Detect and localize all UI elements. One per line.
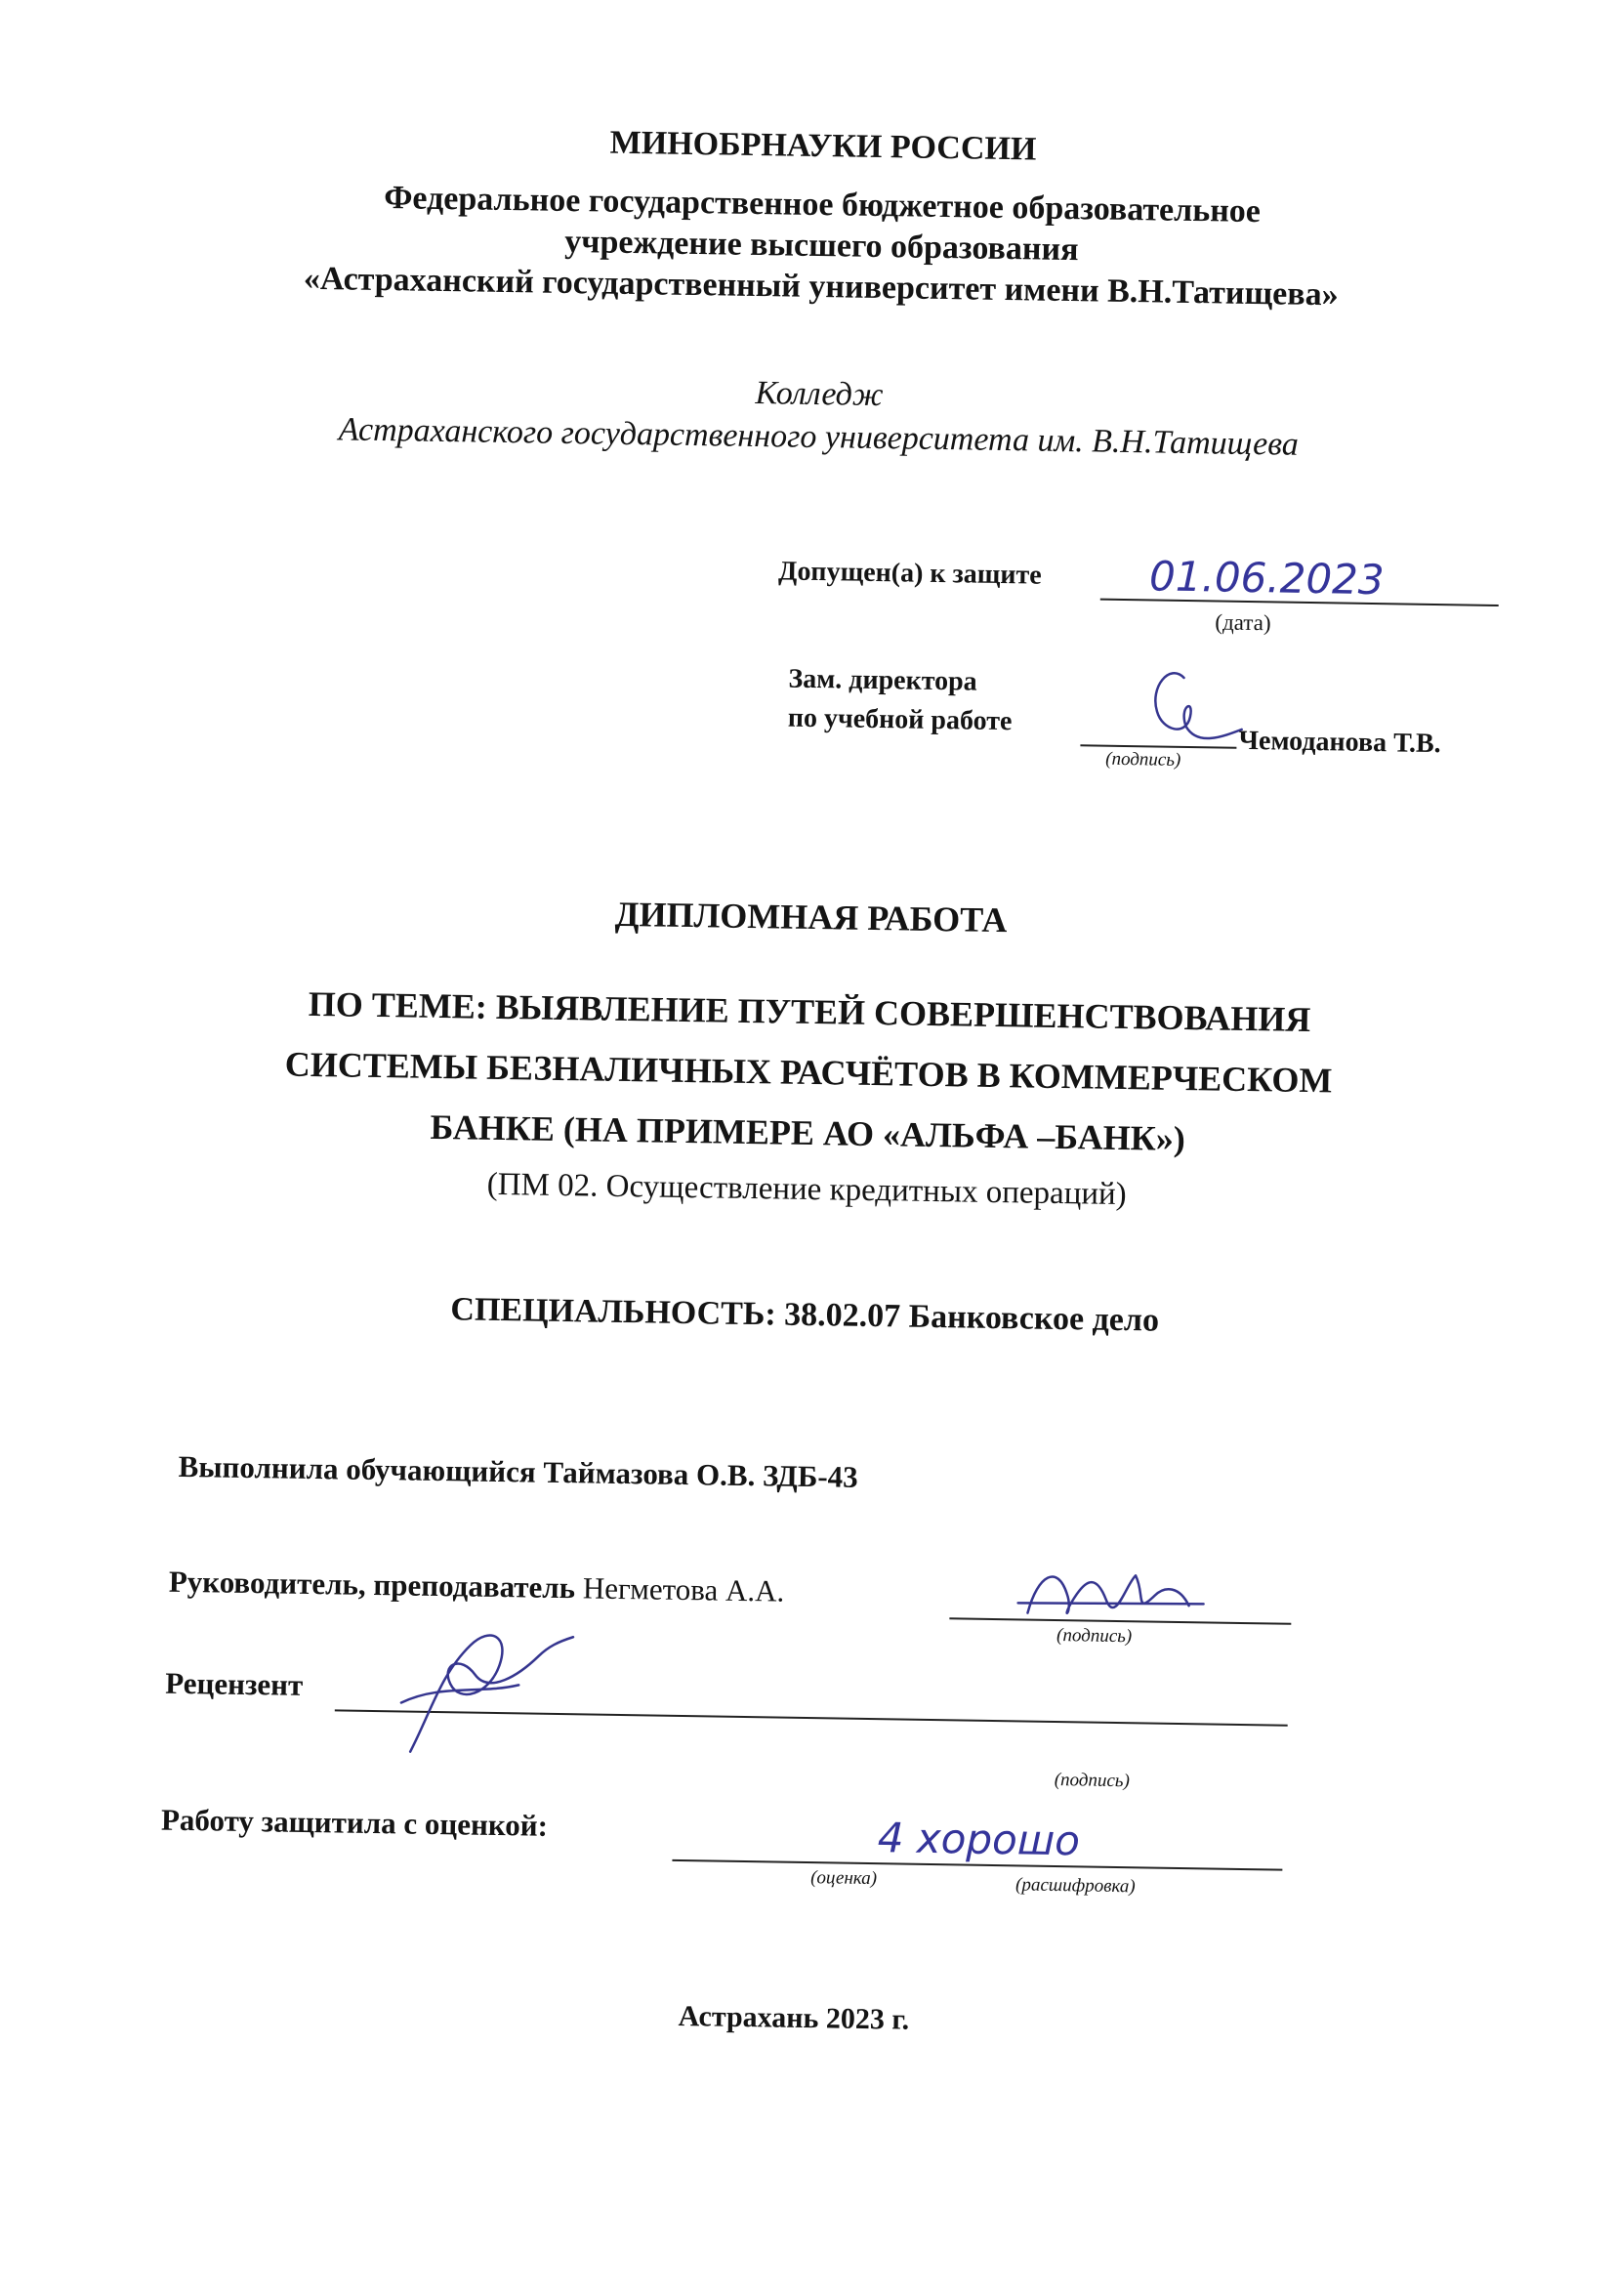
student-line: Выполнила обучающийся Таймазова О.В. ЗДБ-43 <box>178 1448 858 1494</box>
supervisor-name: Негметова А.А. <box>582 1570 785 1608</box>
grade-words-caption: (расшифровка) <box>1015 1874 1136 1898</box>
work-type: ДИПЛОМНАЯ РАБОТА <box>614 894 1008 940</box>
supervisor-signature-caption: (подпись) <box>1056 1625 1133 1648</box>
grade-label: Работу защитила с оценкой: <box>160 1802 549 1843</box>
handwritten-date: 01.06.2023 <box>1148 552 1385 605</box>
theme-line-3: БАНКЕ (НА ПРИМЕРЕ АО «АЛЬФА –БАНК») <box>430 1106 1186 1159</box>
deputy-label-line-2: по учебной работе <box>787 702 1013 737</box>
deputy-name: Чемоданова Т.В. <box>1238 725 1441 760</box>
deputy-label-line-1: Зам. директора <box>788 663 977 697</box>
admission-label: Допущен(а) к защите <box>777 556 1042 591</box>
institution-line-2: учреждение высшего образования <box>564 223 1079 269</box>
city-year: Астрахань 2023 г. <box>678 1999 910 2036</box>
college-subtitle: Астраханского государственного университета им. В.Н.Татищева <box>338 411 1300 463</box>
reviewer-signature-caption: (подпись) <box>1054 1770 1131 1792</box>
supervisor-label: Руководитель, преподаватель <box>168 1564 576 1606</box>
reviewer-signature <box>381 1614 578 1764</box>
university-name: «Астраханский государственный университет имени В.Н.Татищева» <box>303 260 1339 313</box>
supervisor-line <box>169 1565 785 1609</box>
college-title: Колледж <box>755 375 884 414</box>
grade-caption: (оценка) <box>810 1867 878 1890</box>
ministry-title: МИНОБРНАУКИ РОССИИ <box>609 124 1037 168</box>
handwritten-grade: 4 хорошо <box>877 1814 1081 1865</box>
deputy-signature-caption: (подпись) <box>1105 748 1181 771</box>
specialty: СПЕЦИАЛЬНОСТЬ: 38.02.07 Банковское дело <box>450 1291 1160 1339</box>
deputy-signature <box>1129 657 1248 757</box>
module-name: (ПМ 02. Осуществление кредитных операций) <box>486 1166 1127 1213</box>
date-caption: (дата) <box>1215 609 1271 636</box>
institution-line-1: Федеральное государственное бюджетное образовательное <box>383 180 1262 230</box>
reviewer-label: Рецензент <box>164 1665 304 1702</box>
theme-line-1: ПО ТЕМЕ: ВЫЯВЛЕНИЕ ПУТЕЙ СОВЕРШЕНСТВОВАНИЯ <box>308 983 1311 1040</box>
theme-line-2: СИСТЕМЫ БЕЗНАЛИЧНЫХ РАСЧЁТОВ В КОММЕРЧЕСКОМ <box>284 1044 1333 1101</box>
